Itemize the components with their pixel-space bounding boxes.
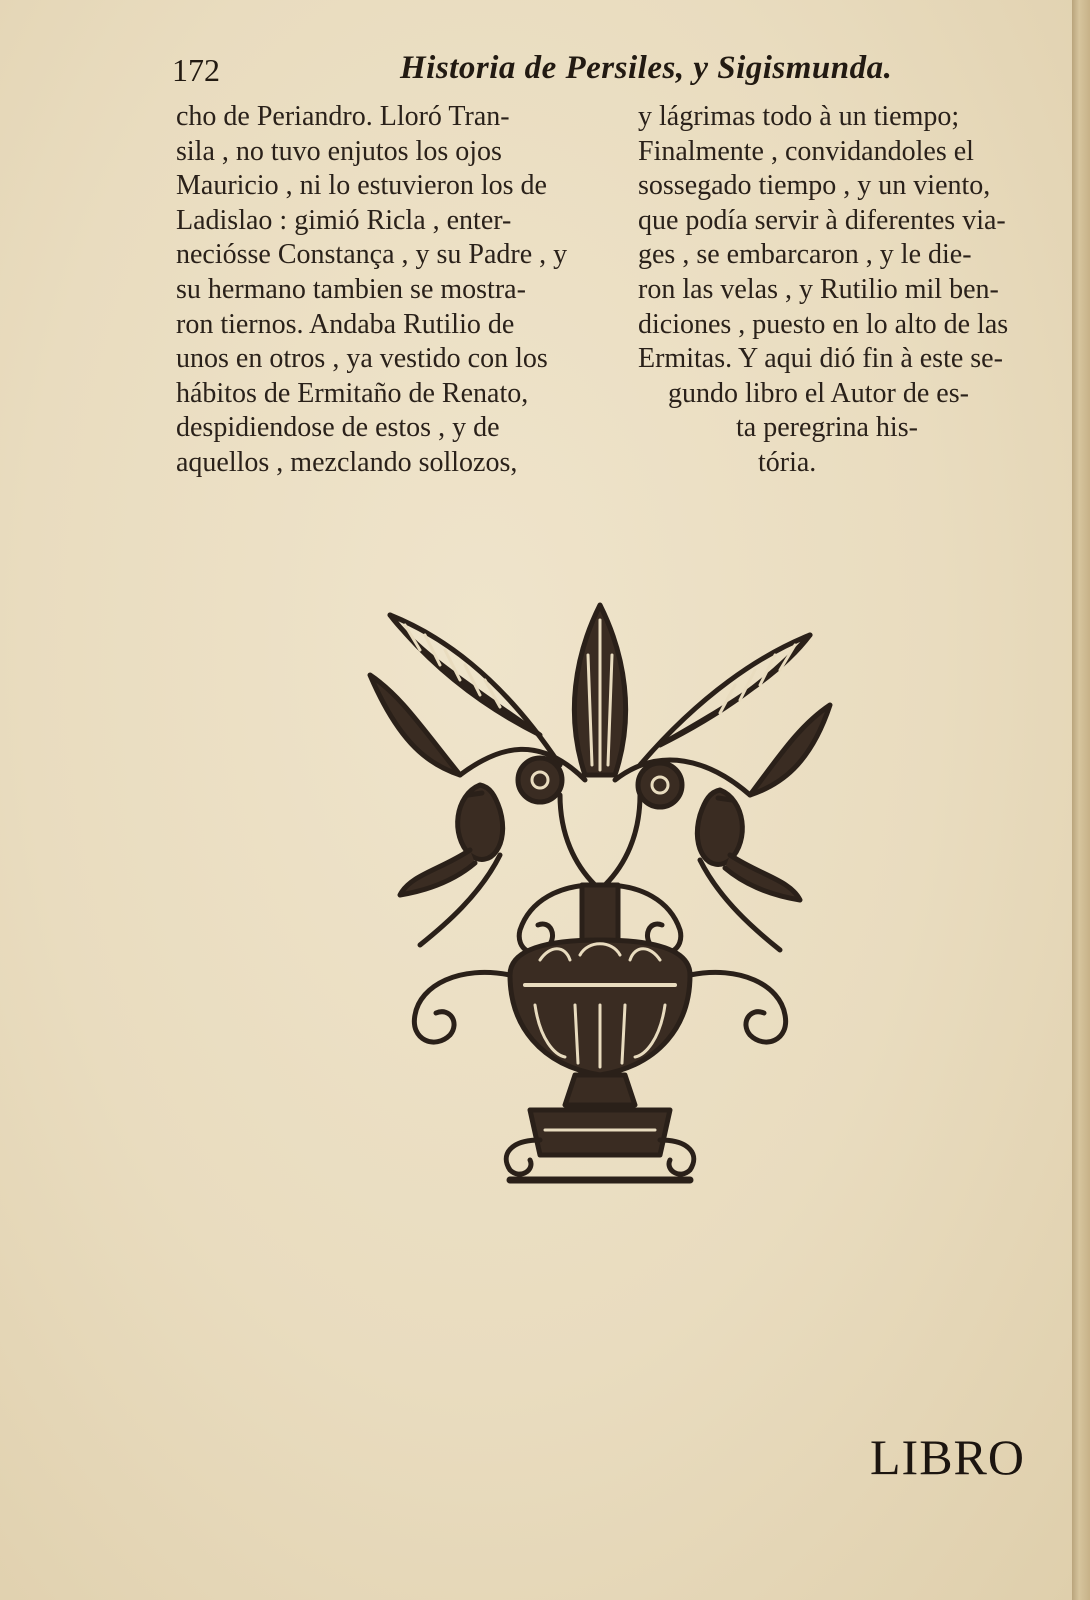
page-number: 172 <box>172 52 220 88</box>
catchword: LIBRO <box>870 1429 1025 1485</box>
text-line: Ermitas. Y aqui dió fin à este se- <box>638 343 1003 375</box>
adjacent-page-edge <box>1072 0 1090 1600</box>
text-line: hábitos de Ermitaño de Renato, <box>176 377 529 409</box>
text-line: aquellos , mezclando sollozos, <box>176 446 518 478</box>
text-line-centered: gundo libro el Autor de es- <box>668 377 969 409</box>
text-line: unos en otros , ya vestido con los <box>176 343 548 375</box>
text-line: sila , no tuvo enjutos los ojos <box>176 135 502 167</box>
text-line: neciósse Constança , y su Padre , y <box>176 239 568 271</box>
text-line: Mauricio , ni lo estuvieron los de <box>176 170 547 202</box>
running-title: Historia de Persiles, y Sigismunda. <box>400 50 893 86</box>
text-column-left <box>176 100 596 481</box>
text-line: ges , se embarcaron , y le die- <box>638 239 972 271</box>
text-line: cho de Periandro. Lloró Tran- <box>176 101 510 132</box>
text-line: Finalmente , convidandoles el <box>638 135 974 167</box>
text-line: que podía servir à diferentes via- <box>638 204 1006 236</box>
text-line: su hermano tambien se mostra- <box>176 273 526 305</box>
text-line: y lágrimas todo à un tiempo; <box>638 101 960 132</box>
page-header <box>172 50 902 96</box>
text-line: ron tiernos. Andaba Rutilio de <box>176 308 515 340</box>
text-line: sossegado tiempo , y un viento, <box>638 170 991 202</box>
vase-ornament-icon <box>360 595 840 1195</box>
text-line-centered: ta peregrina his- <box>736 412 918 444</box>
text-column-right <box>638 100 1058 481</box>
text-line: ron las velas , y Rutilio mil ben- <box>638 273 999 305</box>
text-line: Ladislao : gimió Ricla , enter- <box>176 204 512 236</box>
text-line-centered: tória. <box>758 446 817 478</box>
text-line: despidiendose de estos , y de <box>176 412 500 444</box>
text-line: diciones , puesto en lo alto de las <box>638 308 1009 340</box>
